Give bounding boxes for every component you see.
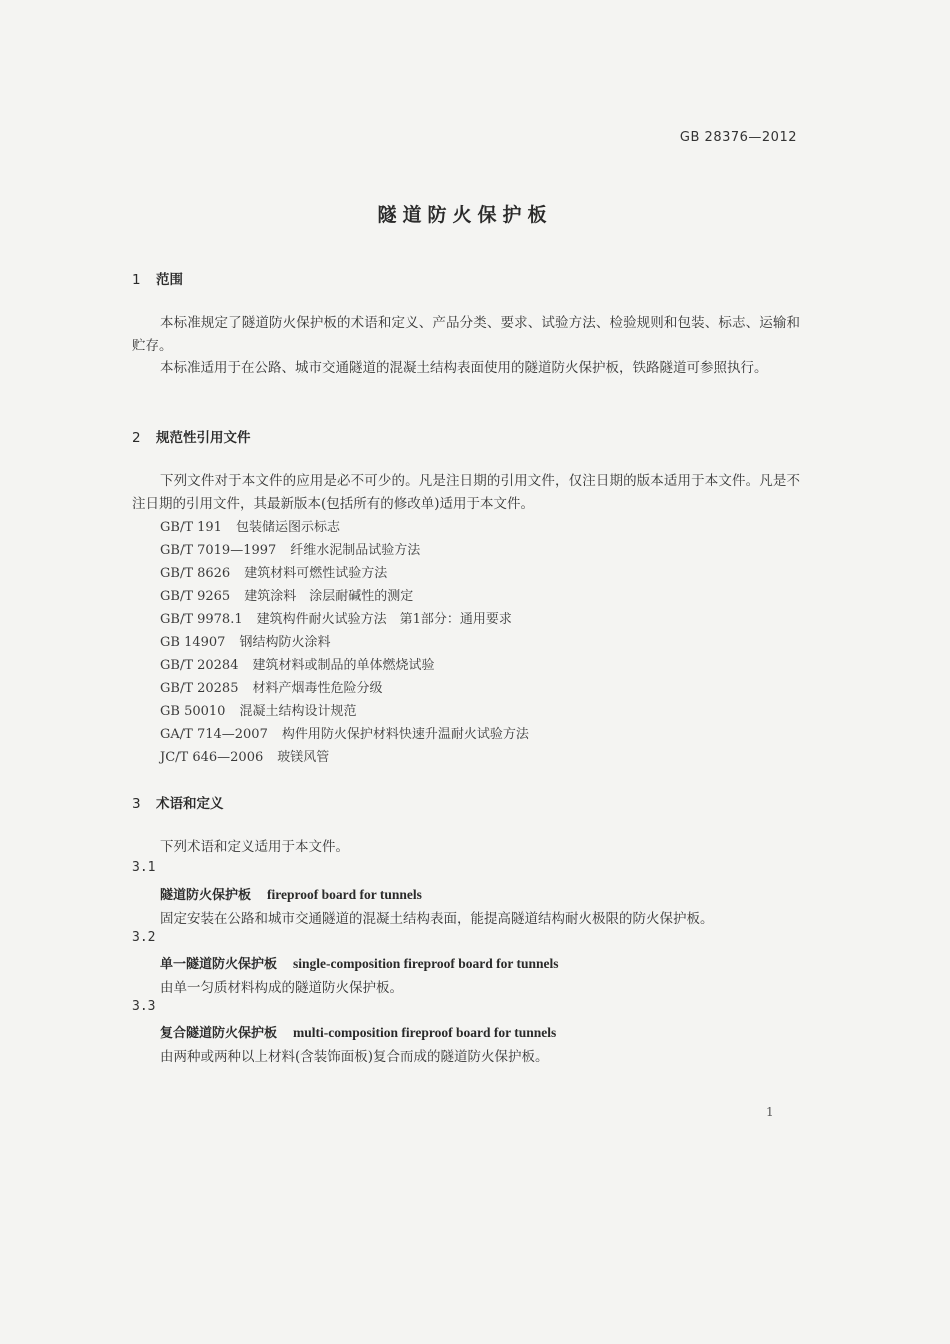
term-zh: 单一隧道防火保护板 <box>160 957 278 972</box>
reference-code: GB/T 191 <box>160 520 222 535</box>
reference-title: 建筑材料可燃性试验方法 <box>244 566 388 581</box>
reference-item <box>160 585 413 604</box>
section-title: 规范性引用文件 <box>156 430 251 446</box>
reference-code: GB/T 20285 <box>160 681 239 696</box>
reference-item <box>160 654 435 673</box>
reference-code: GB/T 20284 <box>160 658 239 673</box>
clause-number: 3.1 <box>132 860 156 875</box>
clause-number: 3.2 <box>132 930 156 945</box>
reference-title: 钢结构防火涂料 <box>239 635 331 650</box>
reference-code: GB/T 9265 <box>160 589 231 604</box>
reference-item <box>160 631 330 650</box>
reference-title: 建筑材料或制品的单体燃烧试验 <box>252 658 435 673</box>
clause-number: 3.3 <box>132 999 156 1014</box>
reference-code: GB/T 9978.1 <box>160 612 243 627</box>
section-3-heading <box>132 792 224 812</box>
term-zh: 复合隧道防火保护板 <box>160 1026 278 1041</box>
section-number: 1 <box>132 272 141 288</box>
reference-title: 纤维水泥制品试验方法 <box>290 543 421 558</box>
document-title: 隧道防火保护板 <box>377 204 553 226</box>
reference-item <box>160 723 529 742</box>
reference-item <box>160 700 356 719</box>
section-2-heading <box>132 426 251 446</box>
reference-item <box>160 539 420 558</box>
standard-number: GB 28376—2012 <box>679 130 797 145</box>
reference-item <box>160 608 512 627</box>
reference-title: 包装储运图示标志 <box>235 520 340 535</box>
section-1-heading <box>132 268 183 288</box>
scope-paragraph-1: 本标准规定了隧道防火保护板的术语和定义、产品分类、要求、试验方法、检验规则和包装、标志、运输和贮存。 <box>132 315 800 354</box>
normative-intro: 下列文件对于本文件的应用是必不可少的。凡是注日期的引用文件，仅注日期的版本适用于本文件。凡是不注日期的引用文件，其最新版本(包括所有的修改单)适用于本文件。 <box>132 473 800 512</box>
reference-code: GB 14907 <box>160 635 226 650</box>
term-en: single-composition fireproof board for tunnels <box>293 956 559 971</box>
reference-title: 混凝土结构设计规范 <box>239 704 357 719</box>
term-entry <box>160 953 559 972</box>
term-entry <box>160 1022 556 1041</box>
reference-title: 材料产烟毒性危险分级 <box>252 681 383 696</box>
reference-title: 构件用防火保护材料快速升温耐火试验方法 <box>281 727 529 742</box>
section-title: 术语和定义 <box>156 796 224 812</box>
term-en: multi-composition fireproof board for tunnels <box>293 1025 557 1040</box>
reference-item <box>160 562 387 581</box>
term-definition: 固定安装在公路和城市交通隧道的混凝土结构表面，能提高隧道结构耐火极限的防火保护板。 <box>160 911 714 927</box>
term-en: fireproof board for tunnels <box>267 887 422 902</box>
term-definition: 由单一匀质材料构成的隧道防火保护板。 <box>160 980 403 996</box>
section-number: 2 <box>132 430 141 446</box>
reference-code: GB/T 8626 <box>160 566 231 581</box>
reference-item <box>160 516 340 535</box>
reference-code: GB/T 7019—1997 <box>160 543 277 558</box>
reference-code: GA/T 714—2007 <box>160 727 268 742</box>
reference-title: 玻镁风管 <box>277 750 330 765</box>
reference-title: 建筑构件耐火试验方法 第1部分：通用要求 <box>256 612 512 627</box>
page-number: 1 <box>766 1105 774 1119</box>
section-title: 范围 <box>156 272 183 288</box>
reference-title: 建筑涂料 涂层耐碱性的测定 <box>244 589 414 604</box>
scope-paragraph-2: 本标准适用于在公路、城市交通隧道的混凝土结构表面使用的隧道防火保护板，铁路隧道可参照执行。 <box>160 360 768 376</box>
terms-intro: 下列术语和定义适用于本文件。 <box>160 839 349 855</box>
reference-code: JC/T 646—2006 <box>160 750 264 765</box>
term-zh: 隧道防火保护板 <box>160 888 252 903</box>
reference-item <box>160 746 329 765</box>
reference-item <box>160 677 383 696</box>
reference-code: GB 50010 <box>160 704 226 719</box>
term-definition: 由两种或两种以上材料(含装饰面板)复合而成的隧道防火保护板。 <box>160 1049 549 1065</box>
section-number: 3 <box>132 796 141 812</box>
term-entry <box>160 884 422 903</box>
